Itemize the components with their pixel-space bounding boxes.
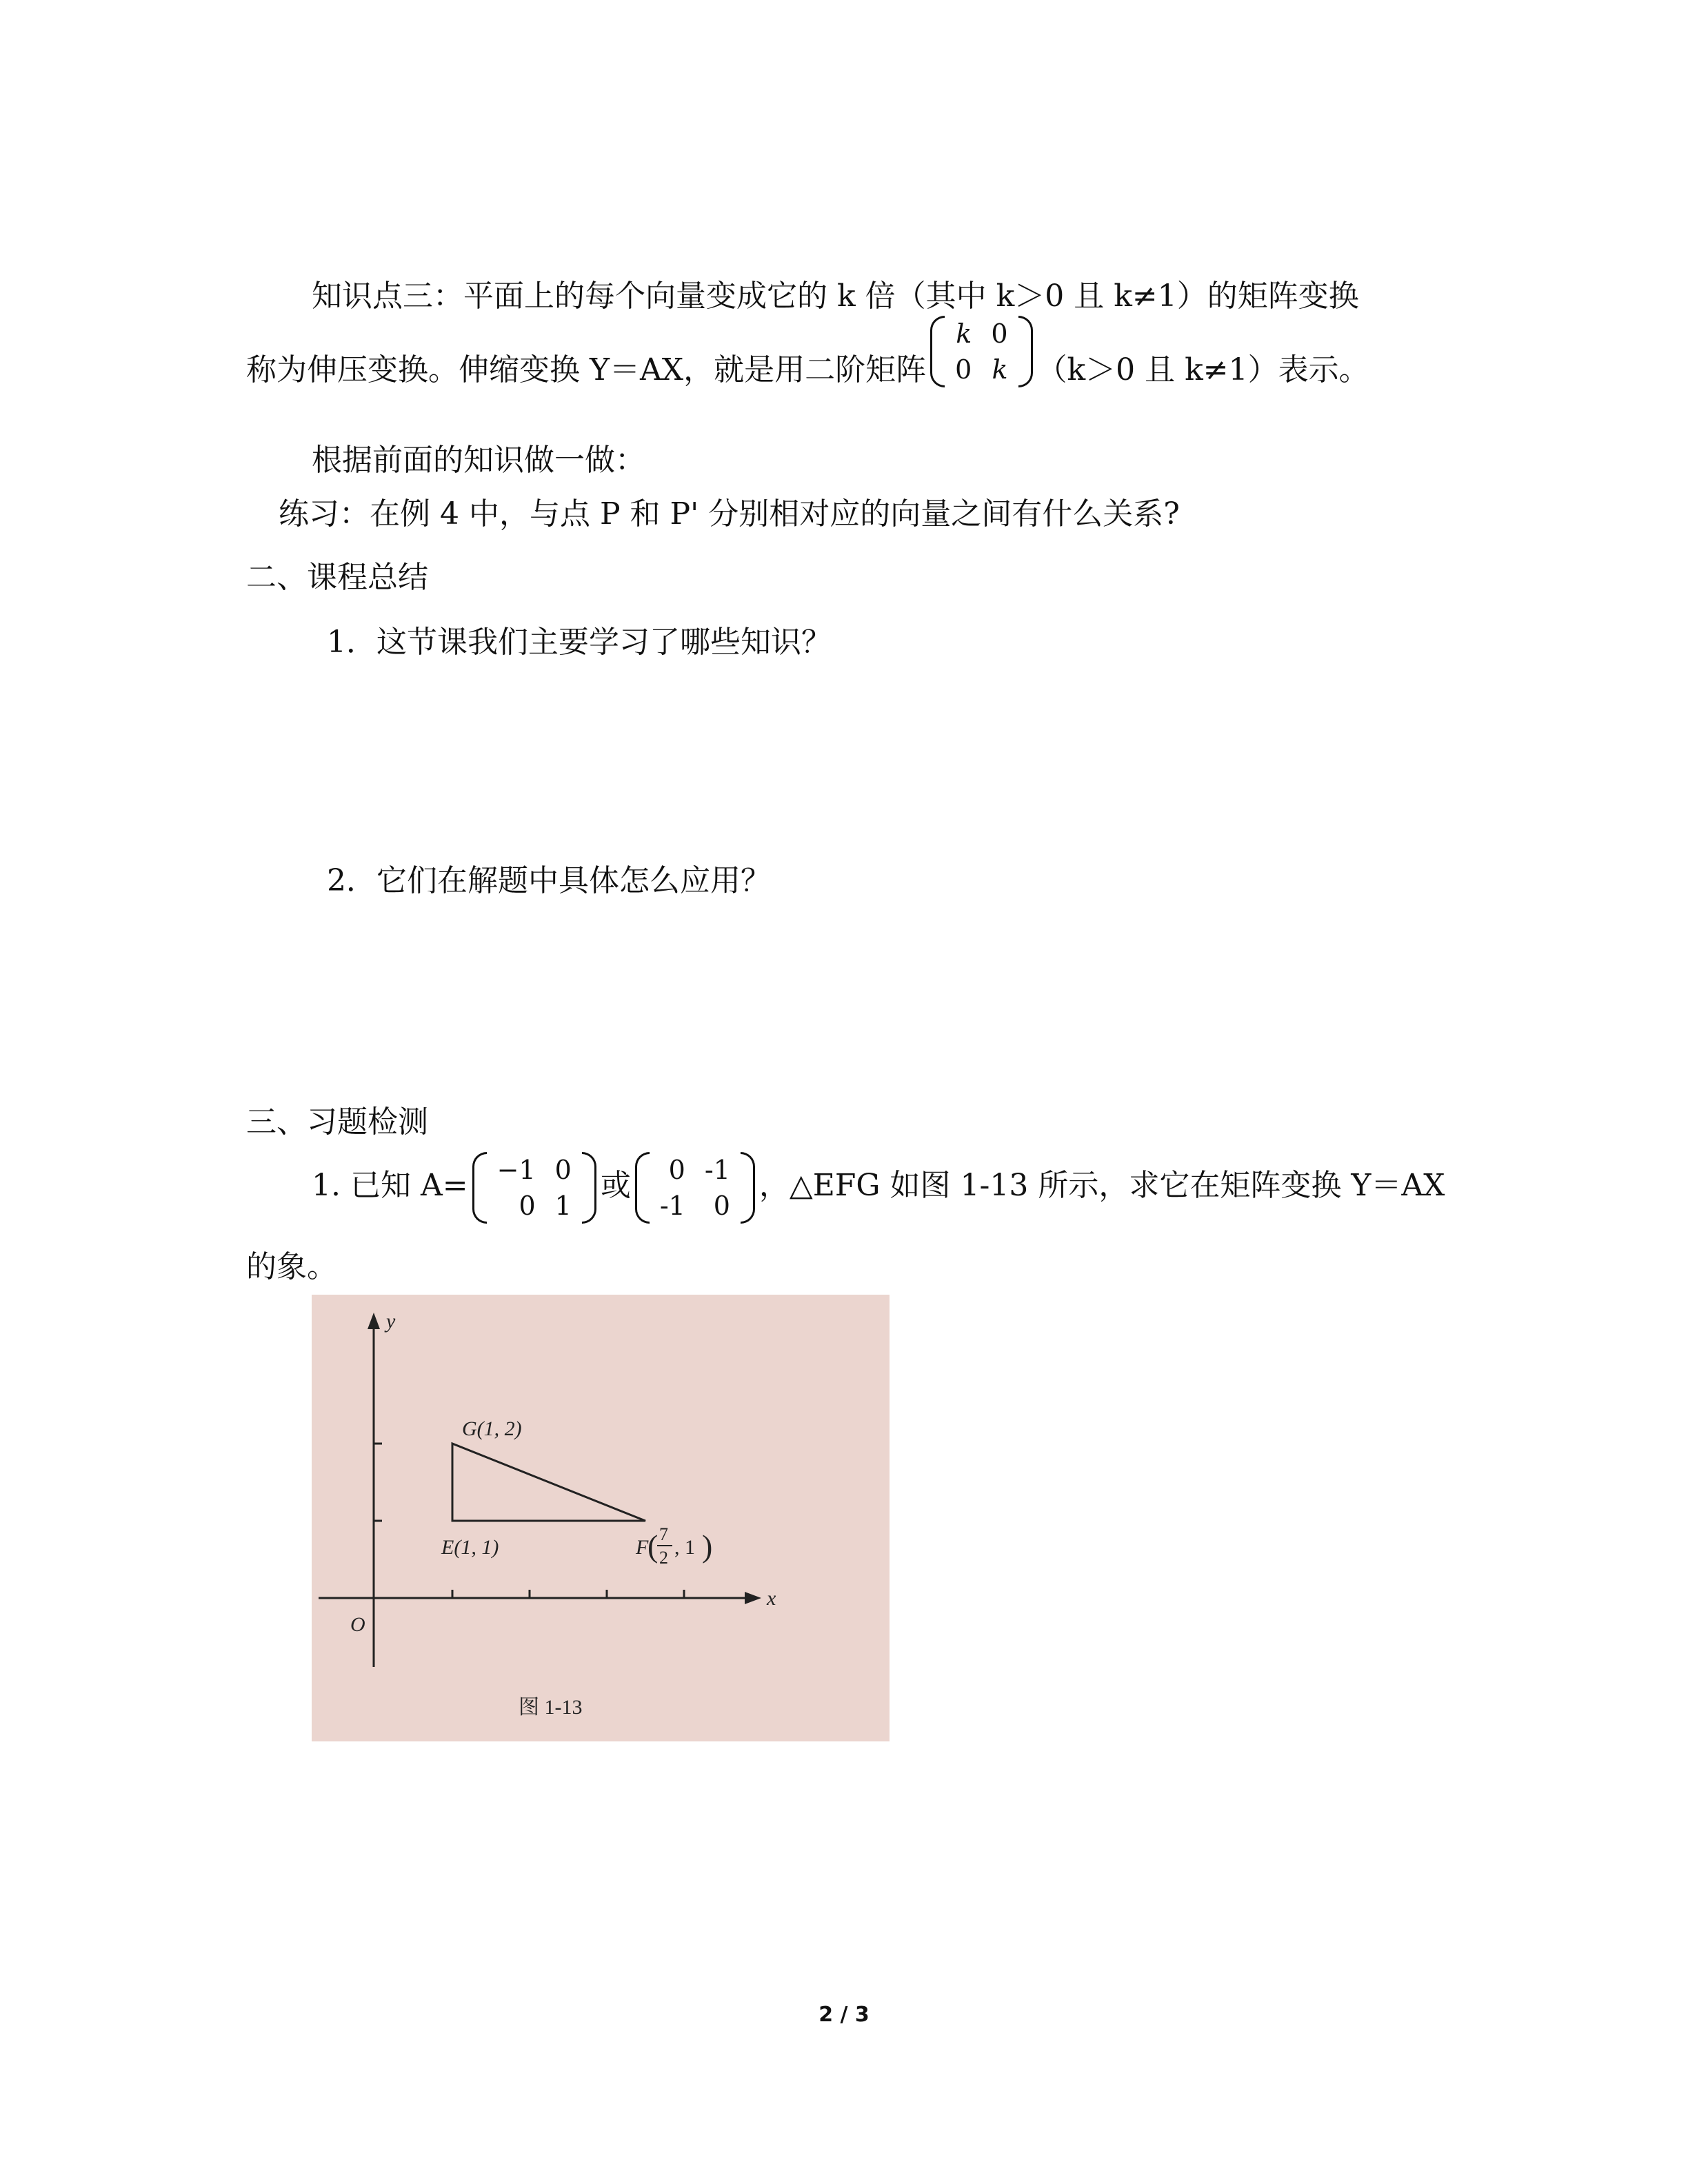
- knowledge-point-3-line1: 知识点三：平面上的每个向量变成它的 k 倍（其中 k＞0 且 k≠1）的矩阵变换: [312, 279, 1359, 314]
- line2-text-after: （k＞0 且 k≠1）表示。: [1036, 352, 1369, 387]
- exercise-question-1: [312, 1144, 1445, 1227]
- figure-caption: 图 1-13: [519, 1696, 583, 1719]
- knowledge-point-3-line2: [246, 318, 1369, 408]
- point-f-denominator: 2: [659, 1548, 668, 1568]
- exercise-question-1-line2: 的象。: [246, 1249, 337, 1284]
- summary-heading: 二、课程总结: [246, 560, 428, 595]
- point-f-rest: , 1: [674, 1536, 695, 1559]
- figure-1-13: [312, 1295, 890, 1741]
- matrix-a-cell: 0: [554, 1154, 572, 1185]
- do-it-prompt: 根据前面的知识做一做：: [312, 443, 645, 478]
- matrix-b-cell: 0: [668, 1154, 685, 1185]
- line2-text-before: 称为伸压变换。伸缩变换 Y＝AX，就是用二阶矩阵: [246, 352, 927, 387]
- matrix-a-cell: −1: [496, 1154, 536, 1185]
- matrix-a-cell: 1: [554, 1190, 572, 1221]
- matrix-a: [472, 1152, 596, 1224]
- matrix-b-cell: -1: [704, 1154, 730, 1185]
- matrix-a-cell: 0: [519, 1190, 536, 1221]
- summary-question-1: 1．这节课我们主要学习了哪些知识？: [327, 625, 832, 660]
- y-axis-label: y: [386, 1310, 396, 1333]
- matrix-k-cell: k: [956, 318, 972, 349]
- point-f-close-paren: ): [702, 1528, 713, 1564]
- matrix-b-cell: 0: [713, 1190, 730, 1221]
- x-axis-arrow-icon: [745, 1592, 761, 1604]
- y-axis-arrow-icon: [368, 1313, 380, 1329]
- x-axis-label: x: [767, 1587, 776, 1610]
- summary-question-2: 2．它们在解题中具体怎么应用？: [327, 863, 771, 898]
- triangle-efg: [452, 1444, 645, 1521]
- origin-label: O: [350, 1613, 365, 1636]
- exercise-heading: 三、习题检测: [246, 1104, 428, 1140]
- q1-prefix: 1. 已知 A=: [312, 1168, 468, 1203]
- page-number: 2 / 3: [818, 2003, 870, 2027]
- point-f-label: [635, 1524, 712, 1568]
- matrix-b-cell: -1: [659, 1190, 685, 1221]
- point-f-name: F: [636, 1536, 649, 1559]
- matrix-k-cell: 0: [955, 354, 972, 385]
- point-e-label: E(1, 1): [441, 1536, 499, 1559]
- point-g-label: G(1, 2): [462, 1417, 522, 1440]
- point-f-open-paren: (: [647, 1528, 659, 1564]
- point-f-numerator: 7: [659, 1524, 668, 1544]
- q1-or: 或: [600, 1168, 631, 1203]
- matrix-b: [635, 1152, 755, 1224]
- practice-question: 练习：在例 4 中，与点 P 和 P' 分别相对应的向量之间有什么关系?: [279, 496, 1180, 532]
- matrix-k: [930, 316, 1032, 387]
- matrix-k-cell: 0: [991, 318, 1008, 349]
- q1-suffix: ，△EFG 如图 1-13 所示，求它在矩阵变换 Y＝AX: [758, 1168, 1445, 1203]
- matrix-k-cell: k: [992, 354, 1008, 385]
